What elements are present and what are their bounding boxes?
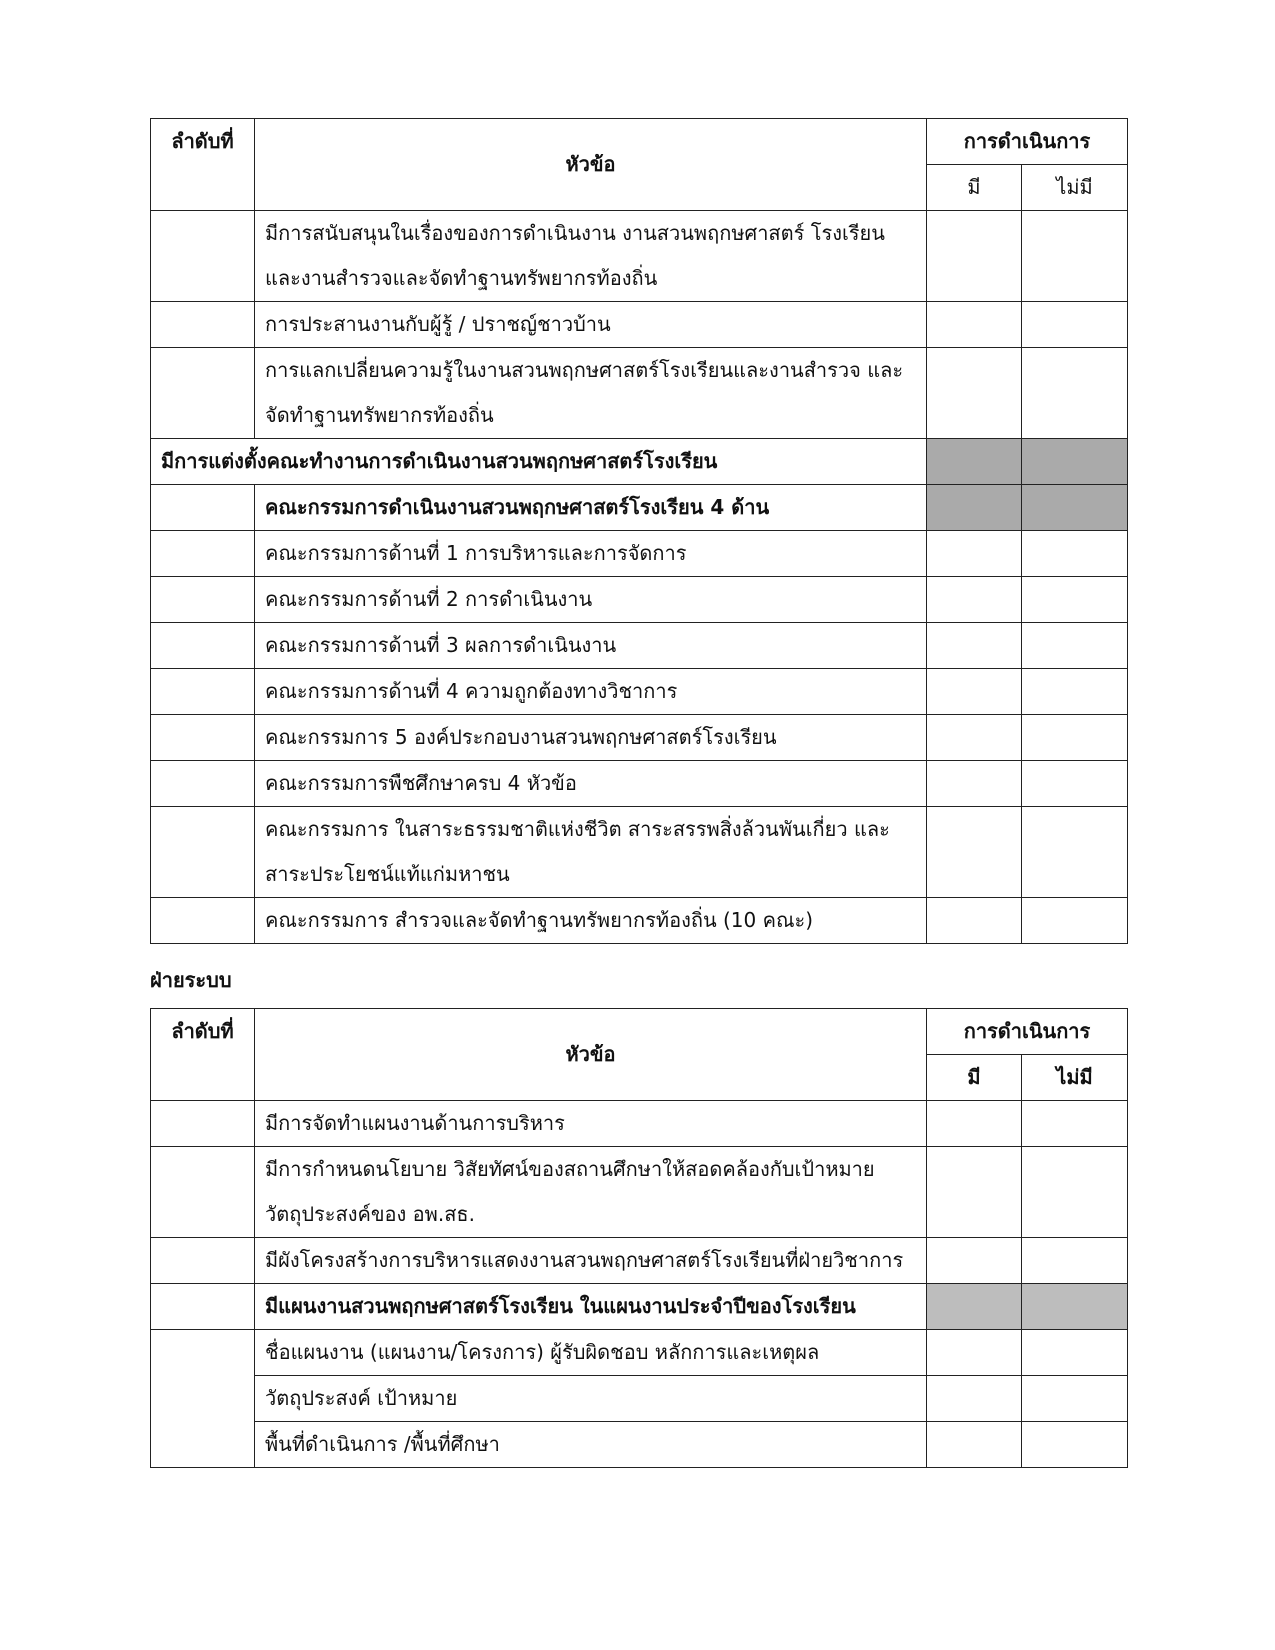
yes-check-cell[interactable] bbox=[927, 348, 1022, 439]
section-title: ฝ่ายระบบ bbox=[150, 968, 232, 992]
topic-cell: คณะกรรมการด้านที่ 2 การดำเนินงาน bbox=[255, 577, 927, 623]
no-check-cell[interactable] bbox=[1022, 669, 1128, 715]
topic-cell: คณะกรรมการด้านที่ 3 ผลการดำเนินงาน bbox=[255, 623, 927, 669]
topic-cell: คณะกรรมการ สำรวจและจัดทำฐานทรัพยากรท้องถิ่น (10 คณะ) bbox=[255, 898, 927, 944]
topic-cell: คณะกรรมการพืชศึกษาครบ 4 หัวข้อ bbox=[255, 761, 927, 807]
yes-check-cell[interactable] bbox=[927, 1330, 1022, 1376]
topic-cell: มีผังโครงสร้างการบริหารแสดงงานสวนพฤกษศาสตร์โรงเรียนที่ฝ่ายวิชาการ bbox=[255, 1238, 927, 1284]
topic-cell: การประสานงานกับผู้รู้ / ปราชญ์ชาวบ้าน bbox=[255, 302, 927, 348]
order-cell bbox=[151, 623, 255, 669]
no-check-cell[interactable] bbox=[1022, 1147, 1128, 1238]
table-row bbox=[151, 1101, 1128, 1147]
yes-check-cell[interactable] bbox=[927, 1147, 1022, 1238]
table-row bbox=[151, 898, 1128, 944]
shaded-cell bbox=[927, 485, 1022, 531]
topic-cell: มีการสนับสนุนในเรื่องของการดำเนินงาน งานสวนพฤกษศาสตร์ โรงเรียน และงานสำรวจและจัดทำฐานทรัพยากรท้องถิ่น bbox=[255, 211, 927, 302]
shaded-cell bbox=[1022, 439, 1128, 485]
table-row bbox=[151, 531, 1128, 577]
order-cell bbox=[151, 485, 255, 531]
yes-check-cell[interactable] bbox=[927, 761, 1022, 807]
topic-cell: การแลกเปลี่ยนความรู้ในงานสวนพฤกษศาสตร์โรงเรียนและงานสำรวจ และจัดทำฐานทรัพยากรท้องถิ่น bbox=[255, 348, 927, 439]
checklist-table-2 bbox=[150, 1008, 1128, 1468]
table-row bbox=[151, 211, 1128, 302]
yes-check-cell[interactable] bbox=[927, 715, 1022, 761]
header-topic: หัวข้อ bbox=[255, 119, 927, 211]
table-row bbox=[151, 807, 1128, 898]
topic-cell: วัตถุประสงค์ เป้าหมาย bbox=[255, 1376, 927, 1422]
no-check-cell[interactable] bbox=[1022, 531, 1128, 577]
subsection-heading-cell: คณะกรรมการดำเนินงานสวนพฤกษศาสตร์โรงเรียน 4 ด้าน bbox=[255, 485, 927, 531]
order-cell bbox=[151, 1101, 255, 1147]
yes-check-cell[interactable] bbox=[927, 211, 1022, 302]
yes-check-cell[interactable] bbox=[927, 531, 1022, 577]
no-check-cell[interactable] bbox=[1022, 623, 1128, 669]
topic-cell: คณะกรรมการด้านที่ 4 ความถูกต้องทางวิชาการ bbox=[255, 669, 927, 715]
topic-cell: คณะกรรมการ 5 องค์ประกอบงานสวนพฤกษศาสตร์โรงเรียน bbox=[255, 715, 927, 761]
order-cell bbox=[151, 1330, 255, 1468]
yes-check-cell[interactable] bbox=[927, 1376, 1022, 1422]
checklist-table-1 bbox=[150, 118, 1128, 944]
header-order-number: ลำดับที่ bbox=[151, 1009, 255, 1101]
subsection-row bbox=[151, 1284, 1128, 1330]
order-cell bbox=[151, 1238, 255, 1284]
no-check-cell[interactable] bbox=[1022, 1376, 1128, 1422]
no-check-cell[interactable] bbox=[1022, 761, 1128, 807]
yes-check-cell[interactable] bbox=[927, 898, 1022, 944]
yes-check-cell[interactable] bbox=[927, 1238, 1022, 1284]
table-row bbox=[151, 1422, 1128, 1468]
table-row bbox=[151, 302, 1128, 348]
table-row bbox=[151, 1238, 1128, 1284]
order-cell bbox=[151, 898, 255, 944]
header-action: การดำเนินการ bbox=[927, 1009, 1128, 1055]
table-row bbox=[151, 1330, 1128, 1376]
shaded-cell bbox=[927, 439, 1022, 485]
no-check-cell[interactable] bbox=[1022, 1101, 1128, 1147]
yes-check-cell[interactable] bbox=[927, 1422, 1022, 1468]
order-cell bbox=[151, 302, 255, 348]
shaded-cell bbox=[1022, 485, 1128, 531]
section-row bbox=[151, 439, 1128, 485]
shaded-cell bbox=[1022, 1284, 1128, 1330]
header-no: ไม่มี bbox=[1022, 165, 1128, 211]
table-row bbox=[151, 623, 1128, 669]
shaded-cell bbox=[927, 1284, 1022, 1330]
topic-cell: มีการกำหนดนโยบาย วิสัยทัศน์ของสถานศึกษาให้สอดคล้องกับเป้าหมาย วัตถุประสงค์ของ อพ.สธ. bbox=[255, 1147, 927, 1238]
topic-cell: คณะกรรมการด้านที่ 1 การบริหารและการจัดการ bbox=[255, 531, 927, 577]
no-check-cell[interactable] bbox=[1022, 1422, 1128, 1468]
table-row bbox=[151, 715, 1128, 761]
no-check-cell[interactable] bbox=[1022, 577, 1128, 623]
table-row bbox=[151, 1376, 1128, 1422]
header-topic: หัวข้อ bbox=[255, 1009, 927, 1101]
table-row bbox=[151, 669, 1128, 715]
header-no: ไม่มี bbox=[1022, 1055, 1128, 1101]
order-cell bbox=[151, 577, 255, 623]
header-action: การดำเนินการ bbox=[927, 119, 1128, 165]
yes-check-cell[interactable] bbox=[927, 669, 1022, 715]
order-cell bbox=[151, 531, 255, 577]
section-heading-cell: มีการแต่งตั้งคณะทำงานการดำเนินงานสวนพฤกษศาสตร์โรงเรียน bbox=[151, 439, 927, 485]
order-cell bbox=[151, 1147, 255, 1238]
yes-check-cell[interactable] bbox=[927, 1101, 1022, 1147]
no-check-cell[interactable] bbox=[1022, 211, 1128, 302]
table-row bbox=[151, 761, 1128, 807]
yes-check-cell[interactable] bbox=[927, 807, 1022, 898]
no-check-cell[interactable] bbox=[1022, 898, 1128, 944]
topic-cell: มีการจัดทำแผนงานด้านการบริหาร bbox=[255, 1101, 927, 1147]
order-cell bbox=[151, 807, 255, 898]
order-cell bbox=[151, 761, 255, 807]
table-row bbox=[151, 1147, 1128, 1238]
subsection-heading-cell: มีแผนงานสวนพฤกษศาสตร์โรงเรียน ในแผนงานประจำปีของโรงเรียน bbox=[255, 1284, 927, 1330]
no-check-cell[interactable] bbox=[1022, 348, 1128, 439]
header-yes: มี bbox=[927, 165, 1022, 211]
order-cell bbox=[151, 669, 255, 715]
header-order-number: ลำดับที่ bbox=[151, 119, 255, 211]
table-row bbox=[151, 577, 1128, 623]
order-cell bbox=[151, 1284, 255, 1330]
order-cell bbox=[151, 211, 255, 302]
yes-check-cell[interactable] bbox=[927, 577, 1022, 623]
yes-check-cell[interactable] bbox=[927, 623, 1022, 669]
no-check-cell[interactable] bbox=[1022, 1330, 1128, 1376]
order-cell bbox=[151, 715, 255, 761]
order-cell bbox=[151, 348, 255, 439]
topic-cell: คณะกรรมการ ในสาระธรรมชาติแห่งชีวิต สาระสรรพสิ่งล้วนพันเกี่ยว และ สาระประโยชน์แท้แก่มหาชน bbox=[255, 807, 927, 898]
header-yes: มี bbox=[927, 1055, 1022, 1101]
subsection-row bbox=[151, 485, 1128, 531]
no-check-cell[interactable] bbox=[1022, 302, 1128, 348]
topic-cell: พื้นที่ดำเนินการ /พื้นที่ศึกษา bbox=[255, 1422, 927, 1468]
topic-cell: ชื่อแผนงาน (แผนงาน/โครงการ) ผู้รับผิดชอบ หลักการและเหตุผล bbox=[255, 1330, 927, 1376]
no-check-cell[interactable] bbox=[1022, 807, 1128, 898]
table-row bbox=[151, 348, 1128, 439]
yes-check-cell[interactable] bbox=[927, 302, 1022, 348]
no-check-cell[interactable] bbox=[1022, 715, 1128, 761]
no-check-cell[interactable] bbox=[1022, 1238, 1128, 1284]
